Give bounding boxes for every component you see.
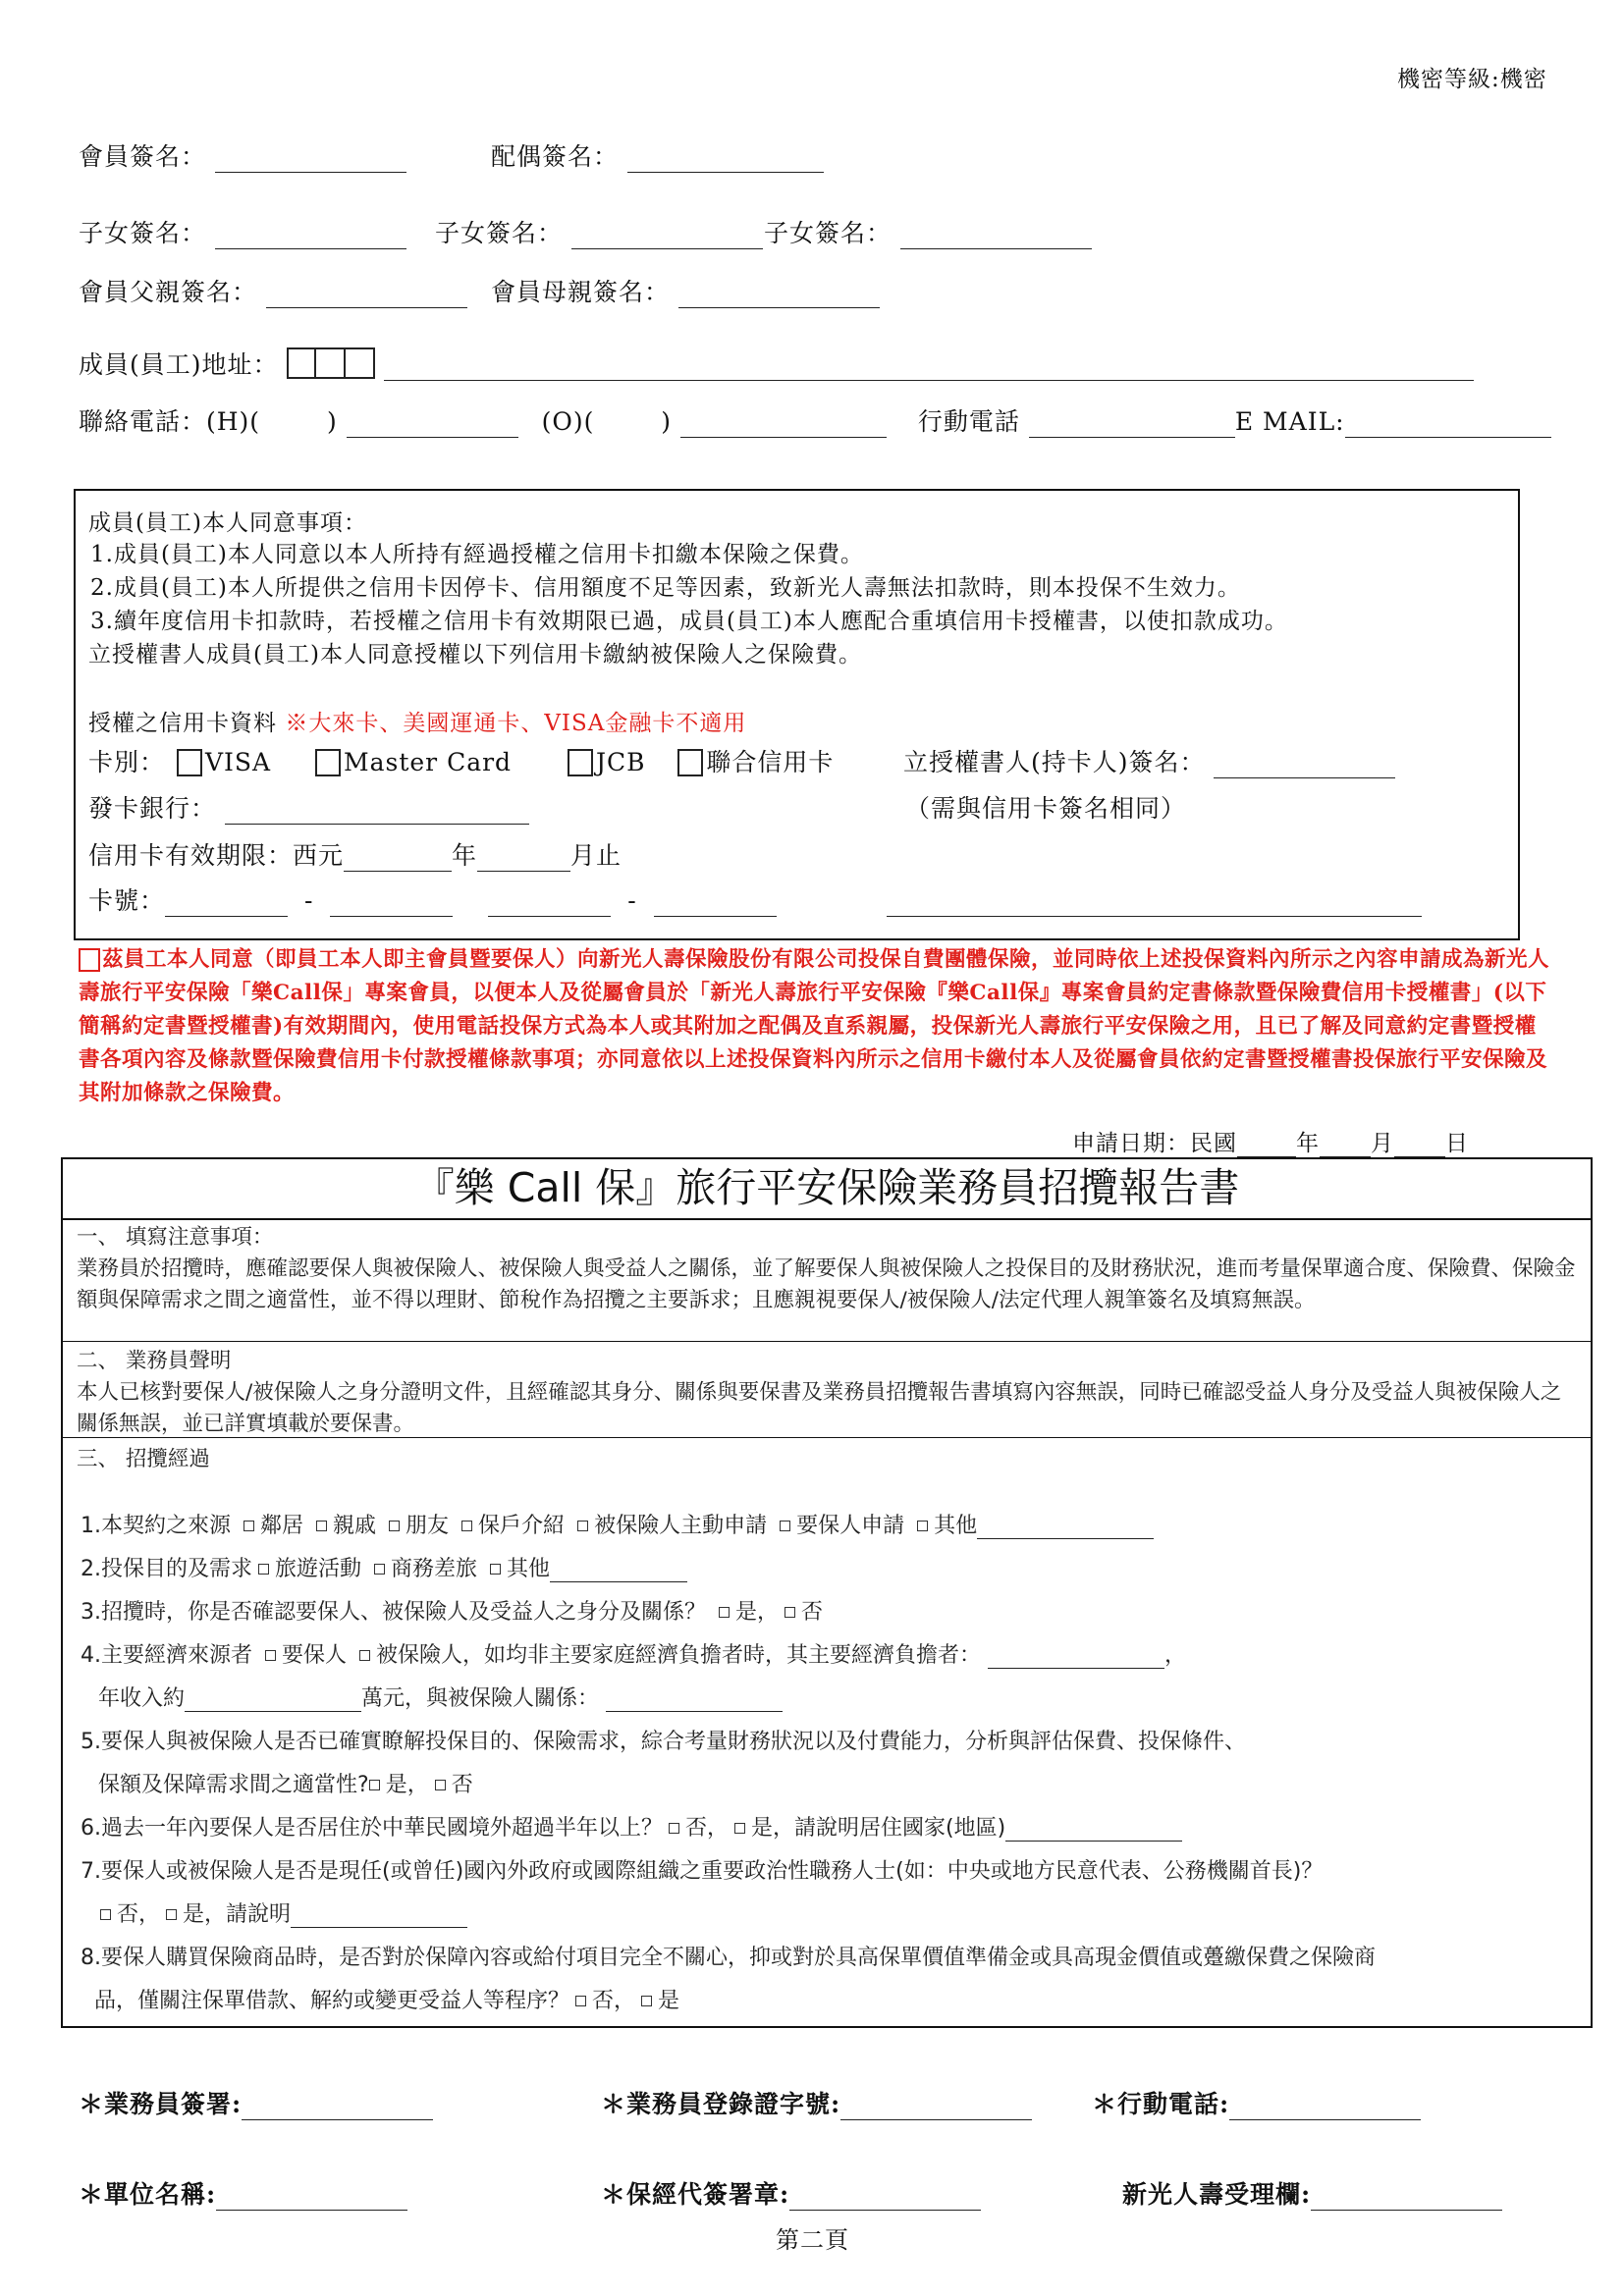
card-type-jcb-checkbox[interactable]	[568, 749, 593, 776]
child2-signature-field[interactable]	[435, 214, 763, 249]
declaration-block	[79, 943, 1551, 1110]
child3-signature-field[interactable]	[764, 214, 1092, 249]
q5-no-checkbox[interactable]	[435, 1780, 446, 1790]
report-agent-statement-title: 二、 業務員聲明	[77, 1349, 232, 1373]
report-agent-statement-text: 本人已核對要保人/被保險人之身分證明文件，且經確認其身分、關係與要保書及業務員招攬報告書填寫內容無誤，同時已確認受益人身分及受益人與被保險人之關係無誤，並已詳實填載於要保書。	[77, 1380, 1562, 1436]
card-info-row	[88, 705, 746, 737]
broker-seal-field[interactable]	[601, 2175, 981, 2211]
consent-title: 成員(員工)本人同意事項：	[88, 510, 367, 536]
card-type-jcb-label: JCB	[595, 748, 646, 776]
q6-text: 6.過去一年內要保人是否居住於中華民國境外超過半年以上？	[81, 1816, 663, 1841]
spouse-signature-field[interactable]	[491, 137, 824, 173]
q1-proposer-apply-label: 要保人申請	[796, 1514, 905, 1538]
child1-signature-line[interactable]	[215, 223, 406, 249]
child1-signature-field[interactable]	[79, 214, 406, 249]
question-6	[81, 1811, 1182, 1842]
issuing-bank-line[interactable]	[225, 798, 529, 825]
office-phone-line[interactable]	[680, 411, 887, 438]
card-type-mastercard-checkbox[interactable]	[315, 749, 341, 776]
postal-code-box-1[interactable]	[287, 347, 316, 379]
address-field[interactable]	[79, 346, 1474, 381]
q1-other-line[interactable]	[977, 1517, 1154, 1539]
report-title: 『樂 Call 保』旅行平安保險業務員招攬報告書	[63, 1159, 1591, 1220]
card-number-dash-2: -	[627, 886, 637, 915]
mother-signature-label: 會員母親簽名：	[491, 278, 671, 306]
application-month-label: 月	[1371, 1131, 1394, 1156]
unit-name-line[interactable]	[216, 2184, 407, 2211]
card-number-dash-1: -	[303, 886, 314, 915]
home-phone-line[interactable]	[347, 411, 518, 438]
question-4b	[98, 1682, 783, 1712]
unit-name-field[interactable]	[79, 2175, 407, 2211]
spouse-signature-line[interactable]	[627, 146, 824, 173]
father-signature-label: 會員父親簽名：	[79, 278, 258, 306]
q8-no-label: 否，	[592, 1989, 636, 2013]
card-type-unioncard-checkbox[interactable]	[677, 749, 703, 776]
card-info-label: 授權之信用卡資料	[88, 711, 277, 736]
card-expiry-month-line[interactable]	[477, 845, 570, 872]
q7-yes-label: 是，請說明	[183, 1902, 292, 1927]
q1-relative-label: 親戚	[333, 1514, 377, 1538]
q7-explain-line[interactable]	[291, 1905, 467, 1928]
q4b-mid: 萬元，與被保險人關係：	[361, 1686, 600, 1711]
card-type-mastercard-label: Master Card	[344, 748, 513, 776]
q4b-income-line[interactable]	[185, 1689, 361, 1712]
father-signature-line[interactable]	[266, 282, 467, 308]
member-signature-line[interactable]	[215, 146, 406, 173]
report-notes-title: 一、 填寫注意事項：	[77, 1225, 274, 1250]
application-date-field[interactable]	[1072, 1125, 1469, 1157]
q1-referral-checkbox[interactable]	[461, 1521, 472, 1531]
report-section-notes	[63, 1220, 1591, 1342]
skl-column-field[interactable]	[1122, 2175, 1502, 2211]
q8-yes-checkbox[interactable]	[641, 1996, 652, 2006]
agent-signature-field[interactable]	[79, 2085, 433, 2120]
agent-cert-label: ＊業務員登錄證字號:	[601, 2090, 841, 2118]
address-label: 成員(員工)地址：	[79, 350, 279, 379]
question-8: 8.要保人購買保險商品時，是否對於保障內容或給付項目完全不關心，抑或對於具高保單價值準備金或具高現金價值或躉繳保費之保險商	[81, 1946, 1376, 1970]
postal-code-box-3[interactable]	[346, 347, 375, 379]
card-expiry-field[interactable]	[88, 836, 622, 872]
office-phone-label: (O)(	[541, 407, 595, 436]
card-number-seg-3[interactable]	[488, 890, 611, 917]
card-number-seg-2[interactable]	[330, 890, 453, 917]
child3-signature-label: 子女簽名：	[764, 219, 893, 247]
mobile-label: 行動電話	[917, 407, 1020, 436]
q4-end: ，	[1164, 1643, 1187, 1668]
card-type-visa-label: VISA	[204, 748, 272, 776]
q5b-text: 保額及保障需求間之適當性?	[98, 1773, 369, 1797]
declaration-text: 茲員工本人同意（即員工本人即主會員暨要保人）向新光人壽保險股份有限公司投保自費團體保險，並同時依上述投保資料內所示之內容申請成為新光人壽旅行平安保險「樂Call保」專案會員，以便本人及從屬會員於「新光人壽旅行平安保險『樂Call保』專案會員約定書條款暨保險費信用卡授權書」(以下簡稱約定書暨授權書)有效期間內，使用電話投保方式為本人或其附加之配偶及直系親屬，投保新光人壽旅行平安保險之用，且已了解及同意約定書暨授權書各項內容及條款暨保險費信用卡付款授權條款事項；亦同意依以上述投保資料內所示之信用卡繳付本人及從屬會員依約定書暨授權書投保旅行平安保險及其附加條款之保險費。	[79, 947, 1550, 1105]
q4-insured-checkbox[interactable]	[359, 1650, 370, 1661]
question-1	[81, 1509, 1154, 1539]
q1-neighbor-label: 鄰居	[260, 1514, 304, 1538]
card-number-extra-line[interactable]	[887, 890, 1422, 917]
card-number-label: 卡號：	[88, 886, 166, 915]
q2-business-label: 商務差旅	[391, 1557, 478, 1581]
application-date-label: 申請日期：民國	[1072, 1131, 1237, 1156]
q1-label: 1.本契約之來源	[81, 1514, 231, 1538]
card-number-seg-4[interactable]	[654, 890, 777, 917]
question-8b	[94, 1984, 679, 2014]
question-2	[81, 1552, 687, 1582]
question-3	[81, 1595, 823, 1626]
q5-no-label: 否	[451, 1773, 473, 1797]
skl-column-line[interactable]	[1311, 2184, 1502, 2211]
agent-cert-field[interactable]	[601, 2085, 1032, 2120]
q6-yes-checkbox[interactable]	[734, 1823, 745, 1834]
q2-business-checkbox[interactable]	[374, 1564, 385, 1575]
child2-signature-label: 子女簽名：	[435, 219, 564, 247]
holder-signature-label: 立授權書人(持卡人)簽名：	[903, 748, 1206, 776]
q2-travel-label: 旅遊活動	[275, 1557, 362, 1581]
father-signature-field[interactable]	[79, 273, 467, 308]
q4-proposer-label: 要保人	[282, 1643, 348, 1668]
agent-signature-line[interactable]	[242, 2094, 433, 2120]
member-signature-field[interactable]	[79, 137, 406, 173]
consent-item-2: 2.成員(員工)本人所提供之信用卡因停卡、信用額度不足等因素，致新光人壽無法扣款時，則本投保不生效力。	[90, 575, 1241, 601]
q3-no-checkbox[interactable]	[784, 1607, 795, 1618]
consent-item-1: 1.成員(員工)本人同意以本人所持有經過授權之信用卡扣繳本保險之保費。	[90, 542, 864, 567]
email-line[interactable]	[1345, 411, 1551, 438]
q1-insured-apply-checkbox[interactable]	[577, 1521, 588, 1531]
q5-yes-checkbox[interactable]	[369, 1780, 380, 1790]
q1-friend-label: 朋友	[406, 1514, 450, 1538]
holder-signature-line[interactable]	[1214, 752, 1395, 778]
unit-name-label: ＊單位名稱:	[79, 2180, 217, 2209]
agent-cert-line[interactable]	[840, 2094, 1032, 2120]
solicitation-report	[61, 1157, 1593, 2028]
agent-mobile-field[interactable]	[1092, 2085, 1421, 2120]
question-5b	[98, 1768, 473, 1798]
q3-yes-label: 是，	[735, 1600, 780, 1625]
q2-other-label: 其他	[507, 1557, 551, 1581]
application-month-line[interactable]	[1320, 1135, 1371, 1157]
card-expiry-label: 信用卡有效期限：西元	[88, 841, 345, 870]
card-expiry-year-label: 年	[452, 841, 478, 870]
mobile-line[interactable]	[1029, 411, 1235, 438]
card-number-seg-1[interactable]	[165, 890, 288, 917]
q4-label: 4.主要經濟來源者	[81, 1643, 252, 1668]
q7-no-checkbox[interactable]	[100, 1909, 111, 1920]
q3-no-label: 否	[801, 1600, 824, 1625]
q6-country-line[interactable]	[1005, 1819, 1182, 1842]
q1-other-label: 其他	[934, 1514, 978, 1538]
card-info-note: ※大來卡、美國運通卡、VISA金融卡不適用	[285, 711, 747, 736]
report-section-process-title: 三、 招攬經過	[77, 1447, 210, 1471]
q1-other-checkbox[interactable]	[917, 1521, 928, 1531]
q1-insured-apply-label: 被保險人主動申請	[594, 1514, 768, 1538]
application-day-line[interactable]	[1394, 1135, 1445, 1157]
card-expiry-month-label: 月止	[570, 841, 622, 870]
issuing-bank-label: 發卡銀行：	[88, 794, 217, 823]
q1-friend-checkbox[interactable]	[389, 1521, 400, 1531]
q1-relative-checkbox[interactable]	[316, 1521, 327, 1531]
q4b-relation-line[interactable]	[606, 1689, 783, 1712]
home-phone-label: 聯絡電話：(H)(	[79, 407, 261, 436]
child2-signature-line[interactable]	[571, 223, 763, 249]
email-label: E MAIL:	[1234, 407, 1345, 436]
address-line[interactable]	[384, 354, 1474, 381]
broker-seal-label: ＊保經代簽署章:	[601, 2180, 790, 2209]
postal-code-box-2[interactable]	[316, 347, 346, 379]
spouse-signature-label: 配偶簽名：	[491, 142, 620, 171]
report-notes-text: 業務員於招攬時，應確認要保人與被保險人、被保險人與受益人之關係，並了解要保人與被保險人之投保目的及財務狀況，進而考量保單適合度、保險費、保險金額與保障需求之間之適當性，並不得以理財、節稅作為招攬之主要訴求；且應親視要保人/被保險人/法定代理人親筆簽名及填寫無誤。	[77, 1256, 1576, 1312]
card-type-unioncard-label: 聯合信用卡	[706, 748, 835, 776]
declaration-checkbox[interactable]	[79, 948, 100, 972]
application-year-label: 年	[1296, 1131, 1320, 1156]
q4b-label: 年收入約	[98, 1686, 186, 1711]
card-type-label: 卡別：	[88, 748, 166, 776]
q3-yes-checkbox[interactable]	[719, 1607, 730, 1618]
classification-label: 機密等級:機密	[1397, 67, 1547, 92]
agent-mobile-label: ＊行動電話:	[1092, 2090, 1230, 2118]
page-number: 第二頁	[776, 2226, 849, 2254]
q8-no-checkbox[interactable]	[575, 1996, 586, 2006]
q1-neighbor-checkbox[interactable]	[243, 1521, 254, 1531]
q5-yes-label: 是，	[385, 1773, 429, 1797]
question-7b	[94, 1897, 467, 1928]
q4-proposer-checkbox[interactable]	[265, 1650, 276, 1661]
agent-mobile-line[interactable]	[1229, 2094, 1421, 2120]
member-signature-label: 會員簽名：	[79, 142, 207, 171]
consent-authorize-text: 立授權書人成員(員工)本人同意授權以下列信用卡繳納被保險人之保險費。	[88, 642, 862, 667]
question-4	[81, 1638, 1186, 1669]
q4-insured-label: 被保險人，如均非主要家庭經濟負擔者時，其主要經濟負擔者：	[376, 1643, 982, 1668]
q7-yes-checkbox[interactable]	[166, 1909, 177, 1920]
q6-no-label: 否，	[685, 1816, 730, 1841]
skl-column-label: 新光人壽受理欄:	[1122, 2180, 1312, 2209]
q7-no-label: 否，	[117, 1902, 161, 1927]
contact-phone-row	[79, 402, 1551, 438]
same-signature-note: （需與信用卡簽名相同）	[905, 794, 1187, 823]
q2-other-line[interactable]	[550, 1560, 687, 1582]
q6-yes-label: 是，請說明居住國家(地區)	[751, 1816, 1006, 1841]
q3-text: 3.招攬時，你是否確認要保人、被保險人及受益人之身分及關係？	[81, 1600, 706, 1625]
q2-other-checkbox[interactable]	[490, 1564, 501, 1575]
q4-main-earner-line[interactable]	[988, 1646, 1164, 1669]
question-5: 5.要保人與被保險人是否已確實瞭解投保目的、保險需求，綜合考量財務狀況以及付費能力，分析與評估保費、投保條件、	[81, 1730, 1246, 1754]
child1-signature-label: 子女簽名：	[79, 219, 207, 247]
q2-travel-checkbox[interactable]	[258, 1564, 269, 1575]
consent-item-3: 3.續年度信用卡扣款時，若授權之信用卡有效期限已過，成員(員工)本人應配合重填信用卡授權書，以使扣款成功。	[90, 609, 1288, 634]
question-7: 7.要保人或被保險人是否是現任(或曾任)國內外政府或國際組織之重要政治性職務人士(如：中央或地方民意代表、公務機關首長)？	[81, 1859, 1324, 1884]
mother-signature-line[interactable]	[678, 282, 880, 308]
q2-label: 2.投保目的及需求	[81, 1557, 252, 1581]
home-phone-close: )	[326, 407, 338, 436]
q8-yes-label: 是	[658, 1989, 680, 2013]
broker-seal-line[interactable]	[789, 2184, 981, 2211]
holder-signature-field[interactable]	[903, 743, 1395, 778]
child3-signature-line[interactable]	[900, 223, 1092, 249]
q8b-text: 品，僅關注保單借款、解約或變更受益人等程序？	[94, 1989, 570, 2013]
application-day-label: 日	[1445, 1131, 1469, 1156]
mother-signature-field[interactable]	[491, 273, 880, 308]
application-year-line[interactable]	[1237, 1135, 1296, 1157]
report-section-agent-statement	[63, 1344, 1591, 1438]
agent-signature-label: ＊業務員簽署:	[79, 2090, 243, 2118]
issuing-bank-field[interactable]	[88, 789, 529, 825]
card-type-visa-checkbox[interactable]	[177, 749, 202, 776]
card-type-row	[88, 743, 834, 778]
q1-referral-label: 保戶介紹	[478, 1514, 566, 1538]
card-expiry-year-line[interactable]	[344, 845, 452, 872]
office-phone-close: )	[661, 407, 673, 436]
q6-no-checkbox[interactable]	[669, 1823, 679, 1834]
card-number-field[interactable]	[88, 881, 1422, 917]
q1-proposer-apply-checkbox[interactable]	[780, 1521, 790, 1531]
